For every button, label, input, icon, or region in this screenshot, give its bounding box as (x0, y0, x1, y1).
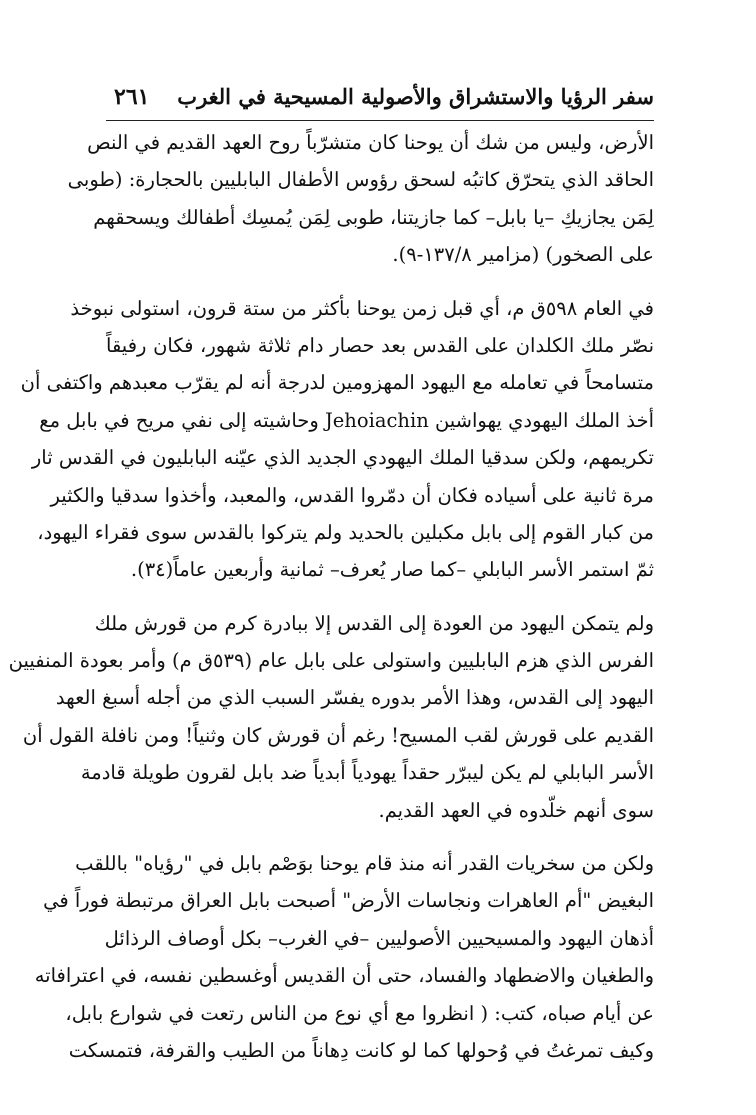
text-line: تكريمهم، ولكن سدقيا الملك اليهودي الجديد الذي عيّنه البابليون في القدس ثار (31, 446, 654, 470)
body-text (8, 124, 654, 1069)
paragraph (20, 290, 654, 589)
text-line: القديم على قورش لقب المسيح! رغم أن قورش كان وثنياً! ومن نافلة القول أن (22, 723, 654, 747)
text-line: الفرس الذي هزم البابليين واستولى على بابل عام (٥٣٩ق م) وأمر بعودة المنفيين (8, 649, 654, 673)
text-line: متسامحاً في تعامله مع اليهود المهزومين لدرجة أنه لم يقرّب معبدهم واكتفى أن (20, 371, 654, 395)
text-line: اليهود إلى القدس، وهذا الأمر بدوره يفسّر السبب الذي من أجله أسبغ العهد (55, 686, 654, 710)
paragraph (34, 845, 654, 1069)
text-line: الأسر البابلي لم يكن ليبرّر حقداً يهودياً أبدياً ضد بابل لقرون طويلة قادمة (80, 761, 654, 785)
text-line: ولكن من سخريات القدر أنه منذ قام يوحنا بوَصْم بابل في "رؤياه" باللقب (75, 852, 654, 876)
text-line: ولم يتمكن اليهود من العودة إلى القدس إلا ببادرة كرم من قورش ملك (94, 611, 654, 635)
text-line: لِمَن يجازيكِ –يا بابل– كما جازيتنا، طوبى لِمَن يُمسِك أطفالك ويسحقهم (93, 205, 654, 229)
text-line: ثمّ استمر الأسر البابلي –كما صار يُعرف– ثمانية وأربعين عاماً(٣٤). (130, 558, 654, 582)
text-line: أخذ الملك اليهودي يهواشين Jehoiachin وحاشيته إلى نفي مريح في بابل مع (39, 408, 654, 432)
text-line: نصّر ملك الكلدان على القدس بعد حصار دام ثلاثة شهور، فكان رفيقاً (106, 333, 654, 357)
text-line: وكيف تمرغتُ في وُحولها كما لو كانت دِهاناً من الطيب والقرفة، فتمسكت (68, 1038, 654, 1062)
paragraph (67, 124, 654, 274)
text-line: على الصخور) (مزامير ١٣٧/٨-٩). (392, 243, 654, 267)
paragraph (8, 605, 654, 829)
page-header (106, 84, 654, 121)
text-line: في العام ٥٩٨ق م، أي قبل زمن يوحنا بأكثر من ستة قرون، استولى نبوخذ (70, 296, 654, 320)
text-line: الأرض، وليس من شك أن يوحنا كان متشرّباً روح العهد القديم في النص (87, 131, 654, 154)
text-line: البغيض "أم العاهرات ونجاسات الأرض" أصبحت بابل العراق مرتبطة فوراً في (43, 889, 654, 913)
text-line: من كبار القوم إلى بابل مكبلين بالحديد ولم يتركوا بالقدس سوى فقراء اليهود، (37, 520, 654, 544)
text-line: عن أيام صباه، كتب: ( انظروا مع أي نوع من الناس رتعت في شوارع بابل، (65, 1001, 654, 1025)
page-number: ٢٦١ (114, 84, 150, 110)
text-line: سوى أنهم خلّدوه في العهد القديم. (378, 798, 654, 822)
text-line: أذهان اليهود والمسيحيين الأصوليين –في الغرب– بكل أوصاف الرذائل (104, 926, 654, 950)
running-title: سفر الرؤيا والاستشراق والأصولية المسيحية في الغرب (177, 84, 654, 109)
text-line: الحاقد الذي يتحرّق كاتبُه لسحق رؤوس الأطفال البابليين بالحجارة: (طوبى (67, 168, 654, 192)
text-line: والطغيان والاضطهاد والفساد، حتى أن القديس أوغسطين نفسه، في اعترافاته (34, 964, 654, 988)
text-line: مرة ثانية على أسياده فكان أن دمّروا القدس، والمعبد، وأخذوا سدقيا والكثير (50, 483, 654, 507)
